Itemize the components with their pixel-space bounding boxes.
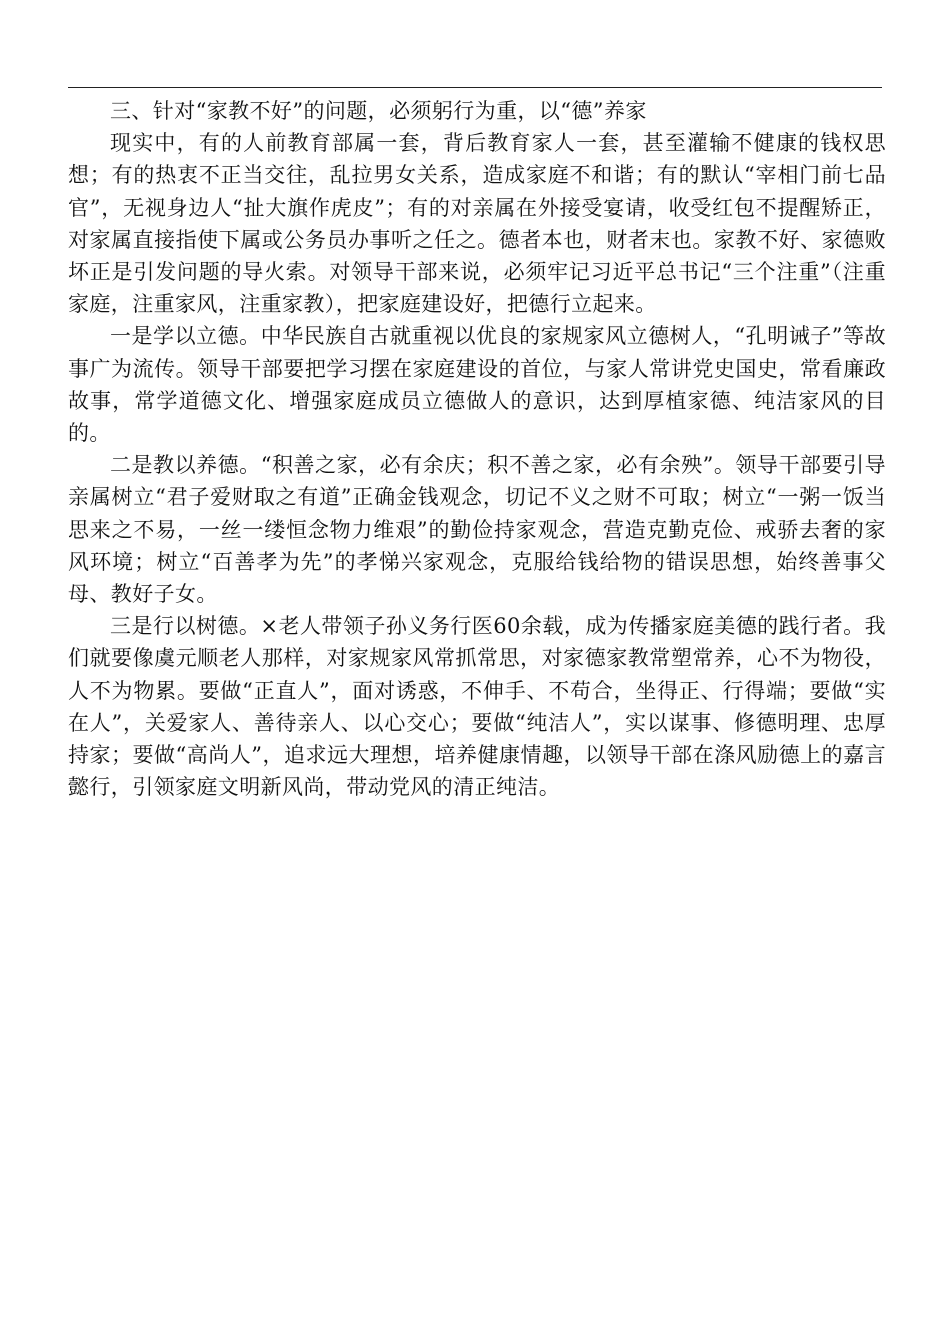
paragraph-learn-virtue: 一是学以立德。中华民族自古就重视以优良的家规家风立德树人，“孔明诫子”等故事广为流传。领导干部要把学习摆在家庭建设的首位，与家人常讲党史国史，常看廉政故事，常学道德文化、增强家庭成员立德做人的意识，达到厚植家德、纯洁家风的目的。 — [68, 324, 886, 446]
document-body — [68, 95, 886, 803]
paragraph-intro: 现实中，有的人前教育部属一套，背后教育家人一套，甚至灌输不健康的钱权思想；有的热衷不正当交往，乱拉男女关系，造成家庭不和谐；有的默认“宰相门前七品官”，无视身边人“扯大旗作虎皮”；有的对亲属在外接受宴请，收受红包不提醒矫正，对家属直接指使下属或公务员办事听之任之。德者本也，财者末也。家教不好、家德败坏正是引发问题的导火索。对领导干部来说，必须牢记习近平总书记“三个注重”（注重家庭，注重家风，注重家教），把家庭建设好，把德行立起来。 — [68, 131, 886, 317]
header-rule — [68, 87, 882, 88]
paragraph-teach-virtue: 二是教以养德。“积善之家，必有余庆；积不善之家，必有余殃”。领导干部要引导亲属树立“君子爱财取之有道”正确金钱观念，切记不义之财不可取；树立“一粥一饭当思来之不易，一丝一缕恒念物力维艰”的勤俭持家观念，营造克勤克俭、戒骄去奢的家风环境；树立“百善孝为先”的孝悌兴家观念，克服给钱给物的错误思想，始终善事父母、教好子女。 — [68, 453, 886, 607]
section-heading: 三、针对“家教不好”的问题，必须躬行为重，以“德”养家 — [110, 99, 647, 123]
paragraph-practice-virtue: 三是行以树德。×老人带领子孙义务行医60余载，成为传播家庭美德的践行者。我们就要像虞元顺老人那样，对家规家风常抓常思，对家德家教常塑常养，心不为物役，人不为物累。要做“正直人”，面对诱惑，不伸手、不苟合，坐得正、行得端；要做“实在人”，关爱家人、善待亲人、以心交心；要做“纯洁人”，实以谋事、修德明理、忠厚持家；要做“高尚人”，追求远大理想，培养健康情趣，以领导干部在涤风励德上的嘉言懿行，引领家庭文明新风尚，带动党风的清正纯洁。 — [68, 614, 886, 800]
